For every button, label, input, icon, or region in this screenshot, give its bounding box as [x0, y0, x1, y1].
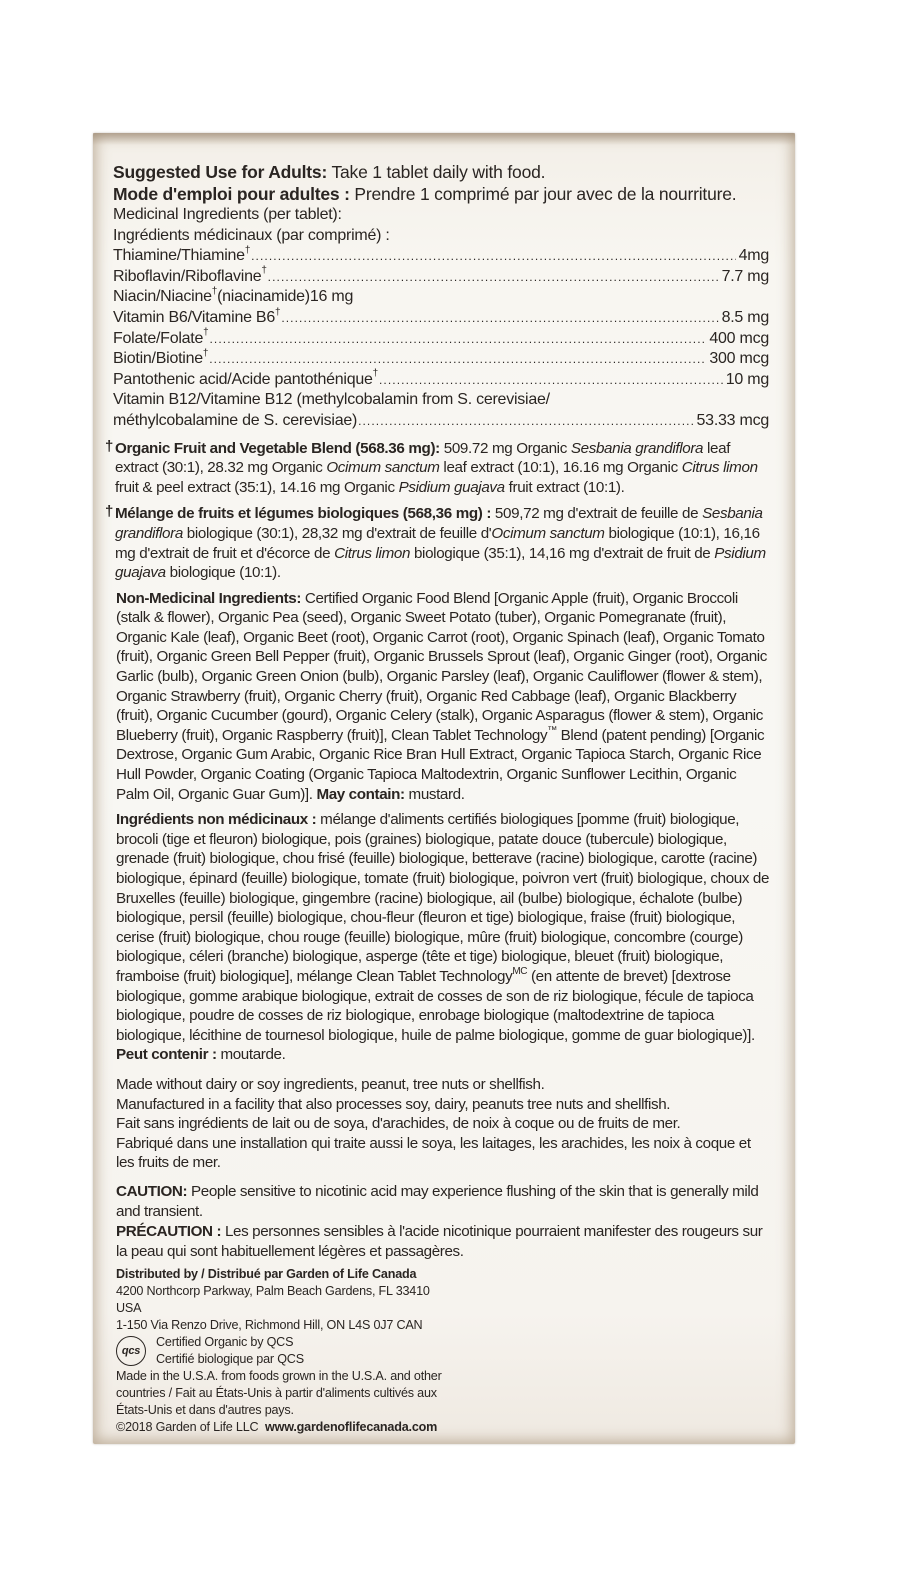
medicinal-header-en: Medicinal Ingredients (per tablet): [113, 206, 342, 223]
ingredient-folate: Folate/Folate† ..... 400 mcg [113, 329, 769, 350]
organic-blend-en: † Organic Fruit and Vegetable Blend (568.36 mg): 509.72 mg Organic Sesbania grandiflora leaf extract (30:1), 28.32 mg Organic Ocimum sanctum leaf extract (10:1), 16.16 mg Organic Citrus limon fruit & peel extract (35:1), 14.16 mg Organic Psidium guajava fruit extract (10:1). [105, 437, 758, 496]
ingredient-pantothenic-acid: Pantothenic acid/Acide pantothénique† ..... 10 mg [113, 370, 769, 391]
non-medicinal-ingredients-fr: Ingrédients non médicinaux : mélange d'aliments certifiés biologiques [pomme (fruit) biologique, brocoli (tige et fleuron) biologique, pois (graines) biologique, patate douce (tubercule) biologique, grenade (fruit) biologique, chou frisé (feuille) biologique, betterave (racine) biologique, carotte (racine) biologique, épinard (feuille) biologique, tomate (fruit) biologique, poivron vert (fruit) biologique, choux de Bruxelles (feuille) biologique, gingembre (racine) biologique, ail (bulbe) biologique, échalote (bulbe) biologique, persil (feuille) biologique, chou-fleur (fleuron et tige) biologique, fraise (fruit) biologique, cerise (fruit) biologique, chou rouge (feuille) biologique, mûre (fruit) biologique, concombre (courge) biologique, céleri (branche) biologique, asperge (tête et tige) biologique, bleuet (fruit) biologique, framboise (fruit) biologique], mélange Clean Tablet Technology$^{MC}$ (en attente de brevet) [dextrose biologique, gomme arabique biologique, extrait de cosses de son de riz biologique, fécule de tapioca biologique, poudre de cosses de riz biologique, enrobage biologique (maltodextrine de tapioca biologique, lécithine de tournesol biologique, huile de palme biologique, gomme de guar biologique)]. Peut contenir : moutarde. [116, 811, 770, 1064]
dagger-mark: † [105, 437, 113, 455]
ingredient-thiamine: Thiamine/Thiamine† ..... 4mg [113, 246, 769, 267]
ingredient-vitamin-b6: Vitamin B6/Vitamine B6† ..... 8.5 mg [113, 308, 769, 329]
certification: qcs Certified Organic by QCS Certifié biologique par QCS [116, 1334, 456, 1368]
copyright-line: ©2018 Garden of Life LLC www.gardenoflifecanada.com [116, 1420, 438, 1435]
qcs-certification-icon: qcs [116, 1336, 146, 1366]
medicinal-header-fr: Ingrédients médicinaux (par comprimé) : [113, 226, 390, 244]
suggested-use-en: Suggested Use for Adults: Take 1 tablet daily with food. [113, 162, 546, 182]
non-medicinal-ingredients-en: Non-Medicinal Ingredients: Certified Organic Food Blend [Organic Apple (fruit), Organic Broccoli (stalk & flower), Organic Pea (seed), Organic Sweet Potato (tuber), Organic Pomegranate (fruit), Organic Kale (leaf), Organic Beet (root), Organic Carrot (root), Organic Spinach (leaf), Organic Tomato (fruit), Organic Green Bell Pepper (fruit), Organic Brussels Sprout (leaf), Organic Ginger (root), Organic Garlic (bulb), Organic Green Onion (bulb), Organic Parsley (leaf), Organic Cauliflower (flower & stem), Organic Strawberry (fruit), Organic Cherry (fruit), Organic Red Cabbage (leaf), Organic Blackberry (fruit), Organic Cucumber (gourd), Organic Celery (stalk), Organic Asparagus (flower & stem), Organic Blueberry (fruit), Organic Raspberry (fruit)], Clean Tablet Technology™ Blend (patent pending) [Organic Dextrose, Organic Gum Arabic, Organic Rice Bran Hull Extract, Organic Tapioca Starch, Organic Rice Hull Powder, Organic Coating (Organic Tapioca Maltodextrin, Organic Sunflower Lecithin, Organic Palm Oil, Organic Guar Gum)]. May contain: mustard. [116, 589, 767, 803]
made-in-statement: Made in the U.S.A. from foods grown in the U.S.A. and other countries / Fait au États-Unis à partir d'aliments cultivés aux États-Unis et dans d'autres pays. [116, 1369, 442, 1418]
ingredient-vitamin-b12: méthylcobalamine de S. cerevisiae) ..... 53.33 mcg [113, 411, 769, 432]
ingredient-vitamin-b12-line1: Vitamin B12/Vitamine B12 (methylcobalamin from S. cerevisiae/ [113, 391, 550, 409]
ingredient-riboflavin: Riboflavin/Riboflavine† ..... 7.7 mg [113, 267, 769, 288]
allergen-statement: Made without dairy or soy ingredients, peanut, tree nuts or shellfish. Manufactured in a facility that also processes soy, dairy, peanuts tree nuts and shellfish. Fait sans ingrédients de lait ou de soya, d'arachides, de noix à coque ou de fruits de mer. Fabriqué dans une installation qui traite aussi le soya, les laitages, les arachides, les noix à coque et les fruits de mer. [116, 1075, 751, 1172]
organic-blend-fr: † Mélange de fruits et légumes biologiques (568,36 mg) : 509,72 mg d'extrait de feuille de Sesbania grandiflora biologique (30:1), 28,32 mg d'extrait de feuille d'Ocimum sanctum biologique (10:1), 16,16 mg d'extrait de fruit et d'écorce de Citrus limon biologique (35:1), 14,16 mg d'extrait de fruit de Psidium guajava biologique (10:1). [105, 503, 766, 582]
suggested-use [113, 161, 769, 205]
caution-fr: PRÉCAUTION : Les personnes sensibles à l'acide nicotinique pourraient manifester des rougeurs sur la peau qui sont habituellement légères et passagères. [116, 1223, 763, 1260]
address-canada: 1-150 Via Renzo Drive, Richmond Hill, ON L4S 0J7 CAN [116, 1318, 423, 1333]
ingredient-niacin: Niacin/Niacine†(niacinamide)16 mg [113, 286, 354, 306]
distributor-label: Distributed by / Distribué par Garden of Life Canada [116, 1267, 417, 1282]
caution-en: CAUTION: People sensitive to nicotinic acid may experience flushing of the skin that is generally mild and transient. [116, 1182, 759, 1220]
website-link[interactable]: www.gardenoflifecanada.com [265, 1420, 438, 1435]
address-usa: 4200 Northcorp Parkway, Palm Beach Gardens, FL 33410 USA [116, 1284, 430, 1316]
distributor-info [113, 1266, 456, 1436]
medicinal-ingredients [113, 205, 769, 432]
suggested-use-fr: Mode d'emploi pour adultes : Prendre 1 comprimé par jour avec de la nourriture. [113, 184, 737, 204]
dagger-mark: † [105, 503, 113, 521]
ingredient-biotin: Biotin/Biotine† ..... 300 mcg [113, 349, 769, 370]
supplement-label-panel [93, 133, 795, 1444]
